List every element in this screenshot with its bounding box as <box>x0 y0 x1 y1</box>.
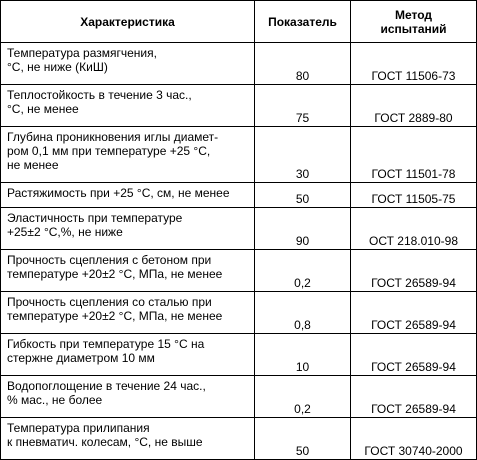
characteristic-cell <box>1 292 255 334</box>
characteristic-line: Глубина проникновения иглы диамет- <box>7 130 219 144</box>
characteristic-line: Прочность сцепления со сталью при <box>7 295 212 309</box>
method-cell: ГОСТ 26589-94 <box>351 334 477 376</box>
characteristic-line: стержне диаметром 10 мм <box>7 351 155 365</box>
characteristic-cell <box>1 250 255 292</box>
method-cell: ГОСТ 2889-80 <box>351 85 477 127</box>
header-value: Показатель <box>255 1 351 43</box>
table-row <box>1 292 477 334</box>
characteristic-cell <box>1 376 255 418</box>
method-cell: ОСТ 218.010-98 <box>351 208 477 250</box>
value-cell: 30 <box>255 127 351 183</box>
table-row <box>1 418 477 460</box>
header-row <box>1 1 477 43</box>
method-cell: ГОСТ 11501-78 <box>351 127 477 183</box>
value-cell: 0,2 <box>255 376 351 418</box>
header-method-line2: испытаний <box>380 21 447 36</box>
header-method <box>351 1 477 43</box>
table-row <box>1 85 477 127</box>
method-cell: ГОСТ 11505-75 <box>351 183 477 208</box>
header-method-line1: Метод <box>394 7 433 22</box>
table-row <box>1 376 477 418</box>
characteristic-cell <box>1 43 255 85</box>
value-cell: 50 <box>255 418 351 460</box>
characteristic-line: Растяжимость при +25 °С, см, не менее <box>7 186 230 200</box>
characteristic-line: температуре +20±2 °С, МПа, не менее <box>7 309 223 323</box>
characteristic-cell <box>1 208 255 250</box>
characteristic-line: Гибкость при температуре 15 °С на <box>7 337 205 351</box>
header-characteristic: Характеристика <box>1 1 255 43</box>
characteristic-cell <box>1 85 255 127</box>
value-cell: 75 <box>255 85 351 127</box>
value-cell: 90 <box>255 208 351 250</box>
characteristic-line: температуре +20±2 °С, МПа, не менее <box>7 267 223 281</box>
characteristic-line: % мас., не более <box>7 393 103 407</box>
table-row <box>1 127 477 183</box>
table-body <box>1 43 477 460</box>
characteristic-line: +25±2 °С,%, не ниже <box>7 225 123 239</box>
characteristic-line: Теплостойкость в течение 3 час., <box>7 88 192 102</box>
characteristic-cell <box>1 183 255 208</box>
characteristic-line: Водопоглощение в течение 24 час., <box>7 379 206 393</box>
method-cell: ГОСТ 11506-73 <box>351 43 477 85</box>
method-cell: ГОСТ 30740-2000 <box>351 418 477 460</box>
characteristic-line: ром 0,1 мм при температуре +25 °С, <box>7 144 211 158</box>
characteristic-line: Температура размягчения, <box>7 46 157 60</box>
characteristic-line: к пневматич. колесам, °С, не выше <box>7 435 203 449</box>
value-cell: 0,2 <box>255 250 351 292</box>
value-cell: 0,8 <box>255 292 351 334</box>
characteristic-line: Эластичность при температуре <box>7 211 183 225</box>
method-cell: ГОСТ 26589-94 <box>351 250 477 292</box>
characteristic-line: Температура прилипания <box>7 421 150 435</box>
value-cell: 80 <box>255 43 351 85</box>
characteristic-cell <box>1 334 255 376</box>
value-cell: 50 <box>255 183 351 208</box>
characteristic-line: °С, не ниже (КиШ) <box>7 60 108 74</box>
table-row <box>1 250 477 292</box>
characteristic-line: °С, не менее <box>7 102 79 116</box>
table-row <box>1 334 477 376</box>
characteristic-cell <box>1 127 255 183</box>
table-row <box>1 208 477 250</box>
value-cell: 10 <box>255 334 351 376</box>
table-row <box>1 43 477 85</box>
characteristic-line: не менее <box>7 158 59 172</box>
characteristic-cell <box>1 418 255 460</box>
method-cell: ГОСТ 26589-94 <box>351 292 477 334</box>
table-row <box>1 183 477 208</box>
characteristic-line: Прочность сцепления с бетоном при <box>7 253 212 267</box>
method-cell: ГОСТ 26589-94 <box>351 376 477 418</box>
